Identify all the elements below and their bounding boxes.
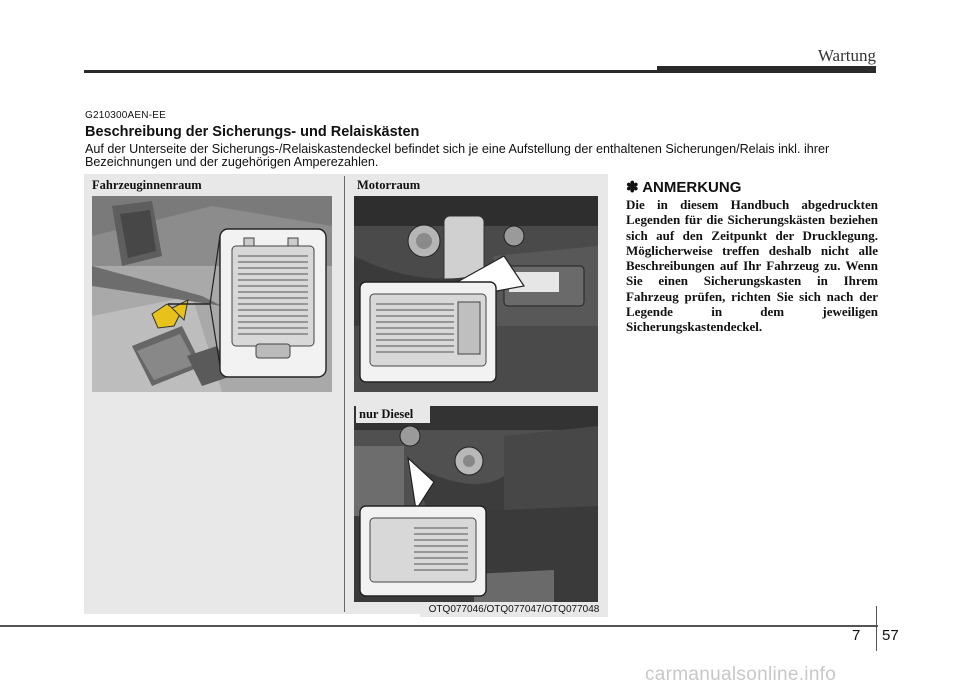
footer-rule xyxy=(0,625,878,627)
figure-caption: OTQ077046/OTQ077047/OTQ077048 xyxy=(420,603,608,617)
page-heading: Beschreibung der Sicherungs- und Relaiskästen xyxy=(85,124,420,140)
interior-fuse-photo xyxy=(92,196,332,392)
note-symbol: ✽ xyxy=(626,179,639,196)
label-diesel-only: nur Diesel xyxy=(356,405,430,423)
label-engine: Motorraum xyxy=(357,178,421,192)
note-text: Die in diesem Handbuch abgedruckten Legenden für die Sicherungskästen beziehen sich auf den Zeitpunkt der Drucklegung. Möglicherweise treffen deshalb nicht alle Beschreibungen auf Ihr Fahrzeug zu. Wenn Sie einen Sicherungskasten in Ihrem Fahrzeug prüfen, richten Sie sich nach der Legende in dem jeweiligen Sicherungskastendeckel. xyxy=(626,197,878,335)
page-number: 57 xyxy=(882,627,899,644)
document-code: G210300AEN-EE xyxy=(85,110,166,121)
footer-divider xyxy=(876,606,877,651)
chapter-number: 7 xyxy=(852,627,861,644)
note-title xyxy=(626,178,741,196)
watermark: carmanualsonline.info xyxy=(645,664,837,685)
engine-fuse-photo xyxy=(354,196,598,392)
header-rule-accent xyxy=(657,66,876,72)
intro-paragraph: Auf der Unterseite der Sicherungs-/Relaiskastendeckel befindet sich je eine Aufstellung der enthaltenen Sicherungen/Relais inkl. ihrer Bezeichnungen und der zugehörigen Amperezahlen. xyxy=(85,142,830,169)
label-interior: Fahrzeuginnenraum xyxy=(92,178,202,192)
diesel-engine-fuse-photo xyxy=(354,406,598,602)
section-title: Wartung xyxy=(817,46,876,65)
note-title-text: ANMERKUNG xyxy=(642,179,742,196)
figure-divider xyxy=(344,176,345,612)
